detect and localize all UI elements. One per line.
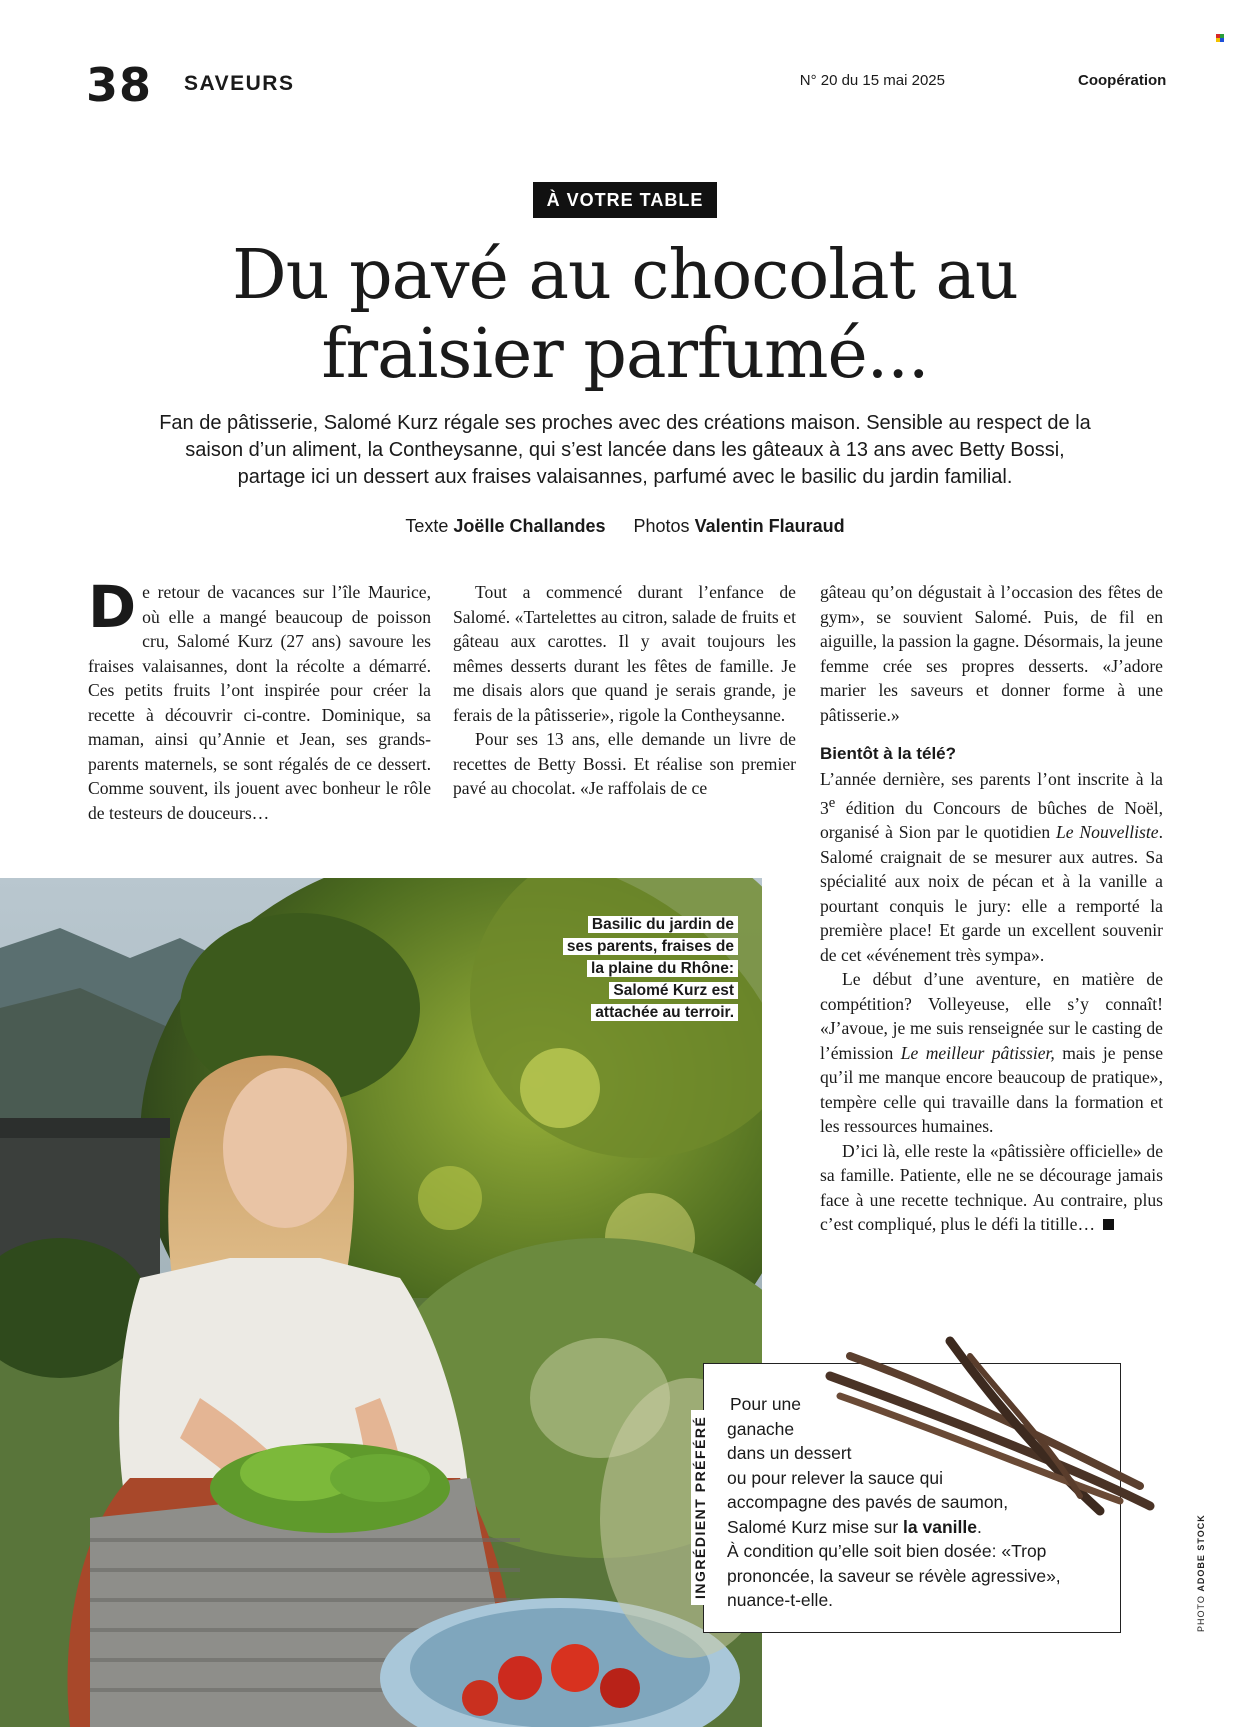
ingredient-text — [727, 1392, 1107, 1613]
col3-p2-a: L’année dernière, ses parents l’ont inscrite à la 3 — [820, 768, 1163, 818]
ingredient-line-5: accompagne des pavés de saumon, — [727, 1492, 1009, 1512]
photo-credit-author: Valentin Flauraud — [694, 516, 845, 536]
col3-p4-text: D’ici là, elle reste la «pâtissière officielle» de sa famille. Patiente, elle ne se décourage jamais face à une recette technique. Au contraire, plus c’est compliqué, plus le défi la titille… — [820, 1140, 1163, 1235]
byline — [0, 516, 1250, 537]
caption-line-3: la plaine du Rhône: — [587, 960, 738, 977]
caption-line-4: Salomé Kurz est — [609, 982, 738, 999]
column-2 — [453, 580, 796, 801]
drop-cap: D — [88, 573, 137, 641]
main-photo — [0, 878, 762, 1727]
photo-caption — [563, 914, 738, 1024]
col3-paragraph-1: gâteau qu’on dégustait à l’occasion des fêtes de gym», se souvient Salomé. Puis, de fil en aiguille, la passion la gagne. Désormais, la jeune femme crée ses propres desserts. «J’adore marier les saveurs et donner forme à une pâtisserie.» — [820, 582, 1163, 725]
col3-p2-c: . Salomé craignait de se mesurer aux autres. Sa spécialité aux noix de pécan et à la vanille a pourtant conquis le jury: elle a remporté la première place! Et garde un excellent souvenir de cet «événement très sympa». — [820, 822, 1163, 965]
page-number: 38 — [86, 58, 153, 112]
newspaper-title: Le Nouvelliste — [1056, 822, 1159, 843]
publication-name: Coopération — [1078, 72, 1167, 89]
col3-p2-sup: e — [828, 795, 836, 811]
col1-p1-text: e retour de vacances sur l’île Maurice, où elle a mangé beaucoup de poisson cru, Salomé Kurz (27 ans) savoure les fraises valaisannes, dont la récolte a démarré. Ces petits fruits l’ont inspirée pour créer la recette à découvrir ci-contre. Dominique, sa maman, ainsi qu’Annie et Jean, ses grands-parents maternels, se sont régalés de ce dessert. Comme souvent, ils jouent avec bonheur le rôle de testeurs de douceurs… — [88, 582, 431, 823]
issue-date: N° 20 du 15 mai 2025 — [799, 72, 945, 89]
ingredient-line-3: dans un dessert — [727, 1443, 852, 1463]
subheading: Bientôt à la télé? — [820, 744, 957, 763]
photo-credit-label: Photos — [633, 516, 690, 536]
ingredient-line-1: Pour une — [730, 1394, 802, 1414]
ingredient-line-7: À condition qu’elle soit bien dosée: «Trop — [727, 1541, 1047, 1561]
headline-line-1: Du pavé au chocolat au — [232, 236, 1018, 315]
caption-line-1: Basilic du jardin de — [588, 916, 738, 933]
color-mark-icon — [1216, 34, 1224, 42]
col1-paragraph-1 — [88, 573, 431, 825]
col3-paragraph-4 — [820, 1139, 1163, 1237]
col3-p3-a: Le début d’une aventure, en matière de compétition? Volleyeuse, elle s’y connaît! «J’avoue, je me suis renseignée sur le casting de l’émission — [820, 969, 1163, 1063]
section-title: SAVEURS — [184, 72, 295, 95]
side-photo-credit-source: ADOBE STOCK — [1196, 1514, 1206, 1592]
text-credit-author: Joëlle Challandes — [453, 516, 606, 536]
column-3 — [820, 580, 1163, 1237]
col3-paragraph-2 — [820, 767, 1163, 968]
side-photo-credit-label: PHOTO — [1196, 1595, 1206, 1632]
ingredient-line-8: prononcée, la saveur se révèle agressive», — [727, 1565, 1061, 1586]
ingredient-line-6c: . — [976, 1516, 982, 1537]
ingredient-line-6a: Salomé Kurz mise sur — [727, 1516, 904, 1537]
col2-paragraph-1: Tout a commencé durant l’enfance de Salomé. «Tartelettes au citron, salade de fruits et gâteau aux carottes. Il y avait toujours les mêmes desserts durant les fêtes de famille. Je me disais alors que quand je serais grande, je ferais de la pâtisserie», rigole la Contheysanne. — [453, 582, 796, 725]
kicker-wrap — [0, 182, 1250, 218]
column-1 — [88, 573, 431, 825]
end-mark-icon — [1103, 1219, 1114, 1230]
text-credit-label: Texte — [405, 516, 449, 536]
ingredient-line-4: ou pour relever la sauce qui — [727, 1467, 943, 1488]
caption-line-2: ses parents, fraises de — [563, 938, 738, 955]
headline-line-2: fraisier parfumé... — [321, 315, 929, 394]
ingredient-label: INGRÉDIENT PRÉFÉRÉ — [691, 1410, 709, 1605]
col2-paragraph-2: Pour ses 13 ans, elle demande un livre de recettes de Betty Bossi. Et réalise son premier pavé au chocolat. «Je raffolais de ce — [453, 729, 796, 798]
tv-show-title: Le meilleur pâtissier, — [900, 1042, 1055, 1063]
headline — [120, 236, 1130, 394]
ingredient-line-9: nuance-t-elle. — [727, 1590, 834, 1610]
kicker-label: À VOTRE TABLE — [533, 182, 718, 218]
col3-p3-b: mais je pense qu’il me manque encore beaucoup de pratique», tempère celle qui travaille dans la formation et les ressources humaines. — [820, 1042, 1164, 1137]
side-photo-credit — [1196, 1514, 1206, 1632]
col3-paragraph-3 — [820, 967, 1163, 1139]
ingredient-highlight: la vanille — [903, 1516, 977, 1537]
ingredient-line-2: ganache — [727, 1418, 795, 1439]
col3-p2-b: édition du Concours de bûches de Noël, organisé à Sion par le quotidien — [820, 797, 1163, 843]
caption-line-5: attachée au terroir. — [591, 1004, 738, 1021]
lead-paragraph: Fan de pâtisserie, Salomé Kurz régale ses proches avec des créations maison. Sensible au respect de la saison d’un aliment, la Contheysanne, qui s’est lancée dans les gâteaux à 13 ans avec Betty Bossi, partage ici un dessert aux fraises valaisannes, parfumé avec le basilic du jardin familial. — [159, 412, 1091, 488]
